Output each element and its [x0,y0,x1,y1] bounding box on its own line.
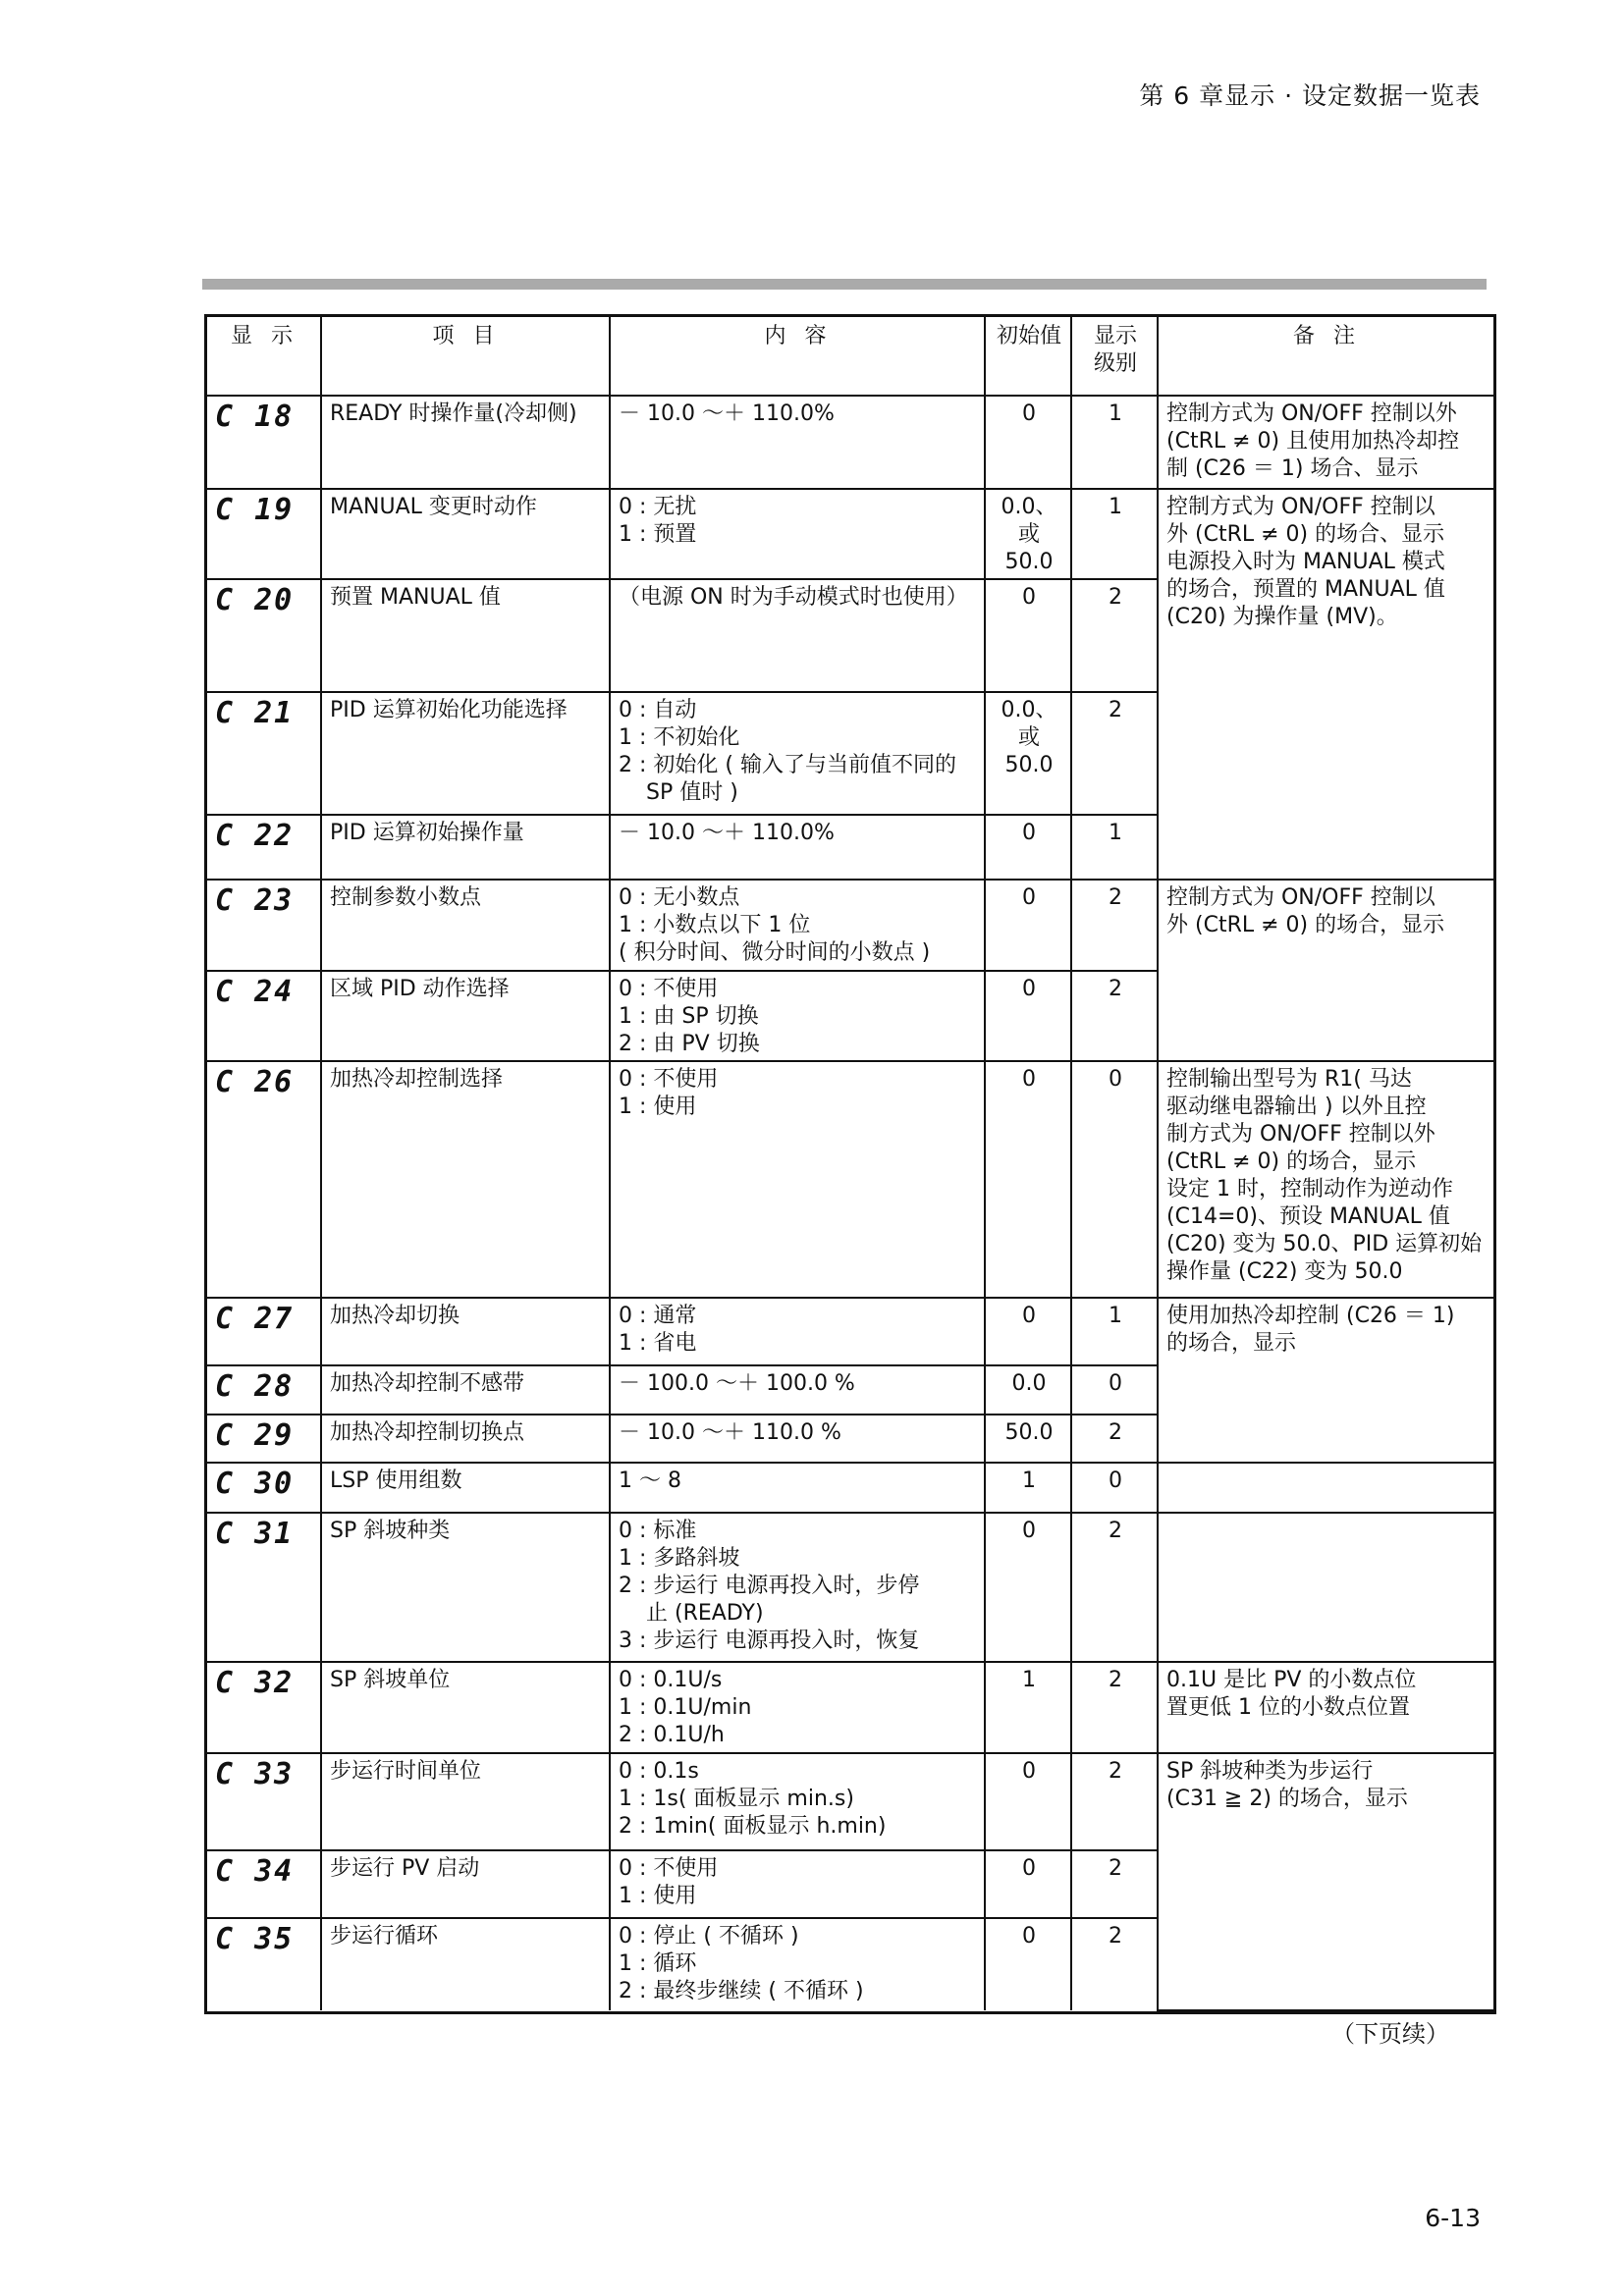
note-line: 控制输出型号为 R1( 马达 [1166,1067,1412,1093]
item-name: 预置 MANUAL 值 [321,579,610,692]
content-line: 0 : 自动 [619,697,697,722]
initial-value-cell [985,1662,1071,1752]
column-header-level: 显示 级别 [1071,317,1158,396]
initial-value-cell [985,1513,1071,1663]
note-cell [1158,880,1493,1062]
initial-value-line: 50.0 [1004,1420,1054,1446]
note-line: 驱动继电器输出 ) 以外且控 [1166,1095,1427,1120]
table-row [207,1513,1493,1663]
parameter-code: C 35 [207,1918,321,2010]
content-cell [610,1365,985,1415]
item-name: 步运行时间单位 [321,1753,610,1850]
parameter-code: C 18 [207,396,321,488]
initial-value-cell [985,489,1071,579]
note-line: 使用加热冷却控制 (C26 ＝ 1) [1166,1303,1455,1328]
note-line: 置更低 1 位的小数点位置 [1166,1695,1410,1721]
content-line: 0 : 0.1s [619,1758,699,1784]
initial-value-cell [985,1850,1071,1918]
initial-value-line: 0 [1022,1924,1036,1949]
initial-value-cell [985,1298,1071,1365]
initial-value-line: 0 [1022,884,1036,910]
content-line: 0 : 停止 ( 不循环 ) [619,1924,799,1949]
display-level: 1 [1071,815,1158,879]
content-line: 2 : 由 PV 切换 [619,1032,760,1057]
table-row [207,1298,1493,1365]
parameter-code: C 23 [207,880,321,971]
note-line: (C31 ≧ 2) 的场合，显示 [1166,1786,1408,1811]
content-line: 2 : 步运行 电源再投入时，步停 [619,1573,920,1598]
content-cell [610,1918,985,2010]
note-line: (C20) 变为 50.0、PID 运算初始 [1166,1232,1483,1257]
parameter-code: C 33 [207,1753,321,1850]
parameter-code: C 30 [207,1463,321,1512]
item-name: LSP 使用组数 [321,1463,610,1512]
content-cell [610,692,985,816]
chapter-header: 第 6 章显示 · 设定数据一览表 [1139,81,1481,110]
initial-value-cell [985,579,1071,692]
item-name: 加热冷却切换 [321,1298,610,1365]
note-line: SP 斜坡种类为步运行 [1166,1758,1374,1784]
column-header-initial: 初始值 [985,317,1071,396]
item-name: 控制参数小数点 [321,880,610,971]
continued-label: （下页续） [1331,2020,1449,2048]
table-row [207,1662,1493,1752]
note-cell [1158,396,1493,488]
note-line: (CtRL ≠ 0) 的场合，显示 [1166,1149,1417,1175]
item-name: SP 斜坡单位 [321,1662,610,1752]
display-level: 1 [1071,1298,1158,1365]
parameter-code: C 32 [207,1662,321,1752]
initial-value-line: 1 [1022,1468,1036,1494]
content-line: 0 : 不使用 [619,977,719,1002]
initial-value-line: 50.0 [1004,549,1054,574]
note-line: 外 (CtRL ≠ 0) 的场合，显示 [1166,912,1445,937]
initial-value-line: 0 [1022,821,1036,846]
content-line: 1 : 小数点以下 1 位 [619,912,811,937]
item-name: READY 时操作量(冷却侧) [321,396,610,488]
content-line: 2 : 1min( 面板显示 h.min) [619,1813,887,1839]
display-level: 1 [1071,489,1158,579]
initial-value-line: 0 [1022,401,1036,427]
initial-value-cell [985,1463,1071,1512]
note-line: 制方式为 ON/OFF 控制以外 [1166,1122,1435,1148]
parameter-code: C 31 [207,1513,321,1663]
parameter-code: C 34 [207,1850,321,1918]
column-header-content: 内 容 [610,317,985,396]
column-header-notes: 备 注 [1158,317,1493,396]
item-name: 加热冷却控制切换点 [321,1415,610,1463]
content-line: － 10.0 ～＋ 110.0 % [619,1420,841,1446]
parameter-code: C 19 [207,489,321,579]
content-line: 0 : 无小数点 [619,884,740,910]
initial-value-line: 0 [1022,585,1036,611]
initial-value-line: 50.0 [1004,752,1054,777]
column-header-display: 显 示 [207,317,321,396]
note-line: (C20) 为操作量 (MV)。 [1166,604,1398,629]
parameter-code: C 28 [207,1365,321,1415]
settings-table-frame [204,314,1496,2014]
item-name: PID 运算初始操作量 [321,815,610,879]
initial-value-cell [985,880,1071,971]
content-cell [610,971,985,1061]
parameter-code: C 26 [207,1061,321,1297]
item-name: 步运行 PV 启动 [321,1850,610,1918]
item-name: 区域 PID 动作选择 [321,971,610,1061]
column-header-item: 项 目 [321,317,610,396]
item-name: 步运行循环 [321,1918,610,2010]
initial-value-cell [985,971,1071,1061]
initial-value-cell [985,1365,1071,1415]
content-line: 止 (READY) [646,1600,764,1626]
content-cell [610,396,985,488]
content-line: 0 : 通常 [619,1303,697,1328]
note-cell [1158,1753,1493,2010]
table-row [207,1061,1493,1297]
initial-value-cell [985,1753,1071,1850]
content-line: ( 积分时间、微分时间的小数点 ) [619,939,931,965]
content-line: 1 : 由 SP 切换 [619,1004,759,1030]
display-level: 2 [1071,971,1158,1061]
item-name: MANUAL 变更时动作 [321,489,610,579]
content-cell [610,489,985,579]
note-line: 控制方式为 ON/OFF 控制以外 [1166,401,1457,427]
settings-table [207,317,1493,2011]
item-name: PID 运算初始化功能选择 [321,692,610,816]
content-line: 2 : 初始化 ( 输入了与当前值不同的 [619,752,956,777]
page-number: 6-13 [1425,2204,1481,2232]
note-line: 控制方式为 ON/OFF 控制以 [1166,884,1435,910]
note-cell [1158,1463,1493,1512]
content-line: － 10.0 ～＋ 110.0% [619,401,835,427]
content-line: 1 : 不初始化 [619,724,740,750]
content-line: 1 ～ 8 [619,1468,681,1494]
table-header-row [207,317,1493,396]
content-line: 1 : 循环 [619,1951,697,1977]
display-level: 0 [1071,1061,1158,1297]
display-level: 2 [1071,1662,1158,1752]
note-cell [1158,1662,1493,1752]
initial-value-cell [985,1918,1071,2010]
content-line: （电源 ON 时为手动模式时也使用） [619,585,968,611]
content-cell [610,1513,985,1663]
content-line: 3 : 步运行 电源再投入时，恢复 [619,1628,920,1653]
content-cell [610,1415,985,1463]
initial-value-line: 0.0、 [1001,697,1057,722]
header-rule [202,279,1487,290]
note-line: 制 (C26 ＝ 1) 场合、显示 [1166,456,1419,482]
initial-value-cell [985,1415,1071,1463]
content-cell [610,1298,985,1365]
display-level: 2 [1071,692,1158,816]
parameter-code: C 24 [207,971,321,1061]
content-line: 2 : 最终步继续 ( 不循环 ) [619,1979,864,2004]
note-cell [1158,1061,1493,1297]
content-line: － 10.0 ～＋ 110.0% [619,821,835,846]
initial-value-line: 0 [1022,1303,1036,1328]
note-cell [1158,489,1493,880]
content-cell [610,880,985,971]
initial-value-cell [985,692,1071,816]
note-line: 的场合，显示 [1166,1330,1297,1356]
parameter-code: C 20 [207,579,321,692]
note-line: (C14=0)、预设 MANUAL 值 [1166,1204,1450,1230]
content-line: 0 : 不使用 [619,1067,719,1093]
initial-value-line: 0 [1022,977,1036,1002]
content-line: 0 : 0.1U/s [619,1668,723,1693]
table-row [207,396,1493,488]
display-level: 2 [1071,1753,1158,1850]
content-cell [610,1463,985,1512]
initial-value-line: 0 [1022,1758,1036,1784]
display-level: 2 [1071,1918,1158,2010]
display-level: 2 [1071,1850,1158,1918]
table-row [207,489,1493,579]
initial-value-cell [985,1061,1071,1297]
content-line: 1 : 1s( 面板显示 min.s) [619,1786,854,1811]
content-cell [610,1061,985,1297]
display-level: 0 [1071,1365,1158,1415]
content-line: － 100.0 ～＋ 100.0 % [619,1370,855,1396]
initial-value-line: 0 [1022,1856,1036,1882]
parameter-code: C 29 [207,1415,321,1463]
initial-value-line: 或 [1017,724,1040,750]
note-line: 电源投入时为 MANUAL 模式 [1166,549,1445,574]
display-level: 0 [1071,1463,1158,1512]
parameter-code: C 21 [207,692,321,816]
content-line: 0 : 不使用 [619,1856,719,1882]
note-line: 的场合，预置的 MANUAL 值 [1166,576,1445,602]
initial-value-line: 0 [1022,1067,1036,1093]
initial-value-line: 0.0、 [1001,494,1057,519]
note-cell [1158,1513,1493,1663]
display-level: 2 [1071,579,1158,692]
item-name: 加热冷却控制选择 [321,1061,610,1297]
content-line: 0 : 标准 [619,1518,697,1543]
initial-value-line: 0.0 [1011,1370,1047,1396]
content-line: 1 : 预置 [619,521,697,547]
content-cell [610,815,985,879]
content-cell [610,579,985,692]
content-line: 1 : 0.1U/min [619,1695,752,1721]
content-line: 1 : 多路斜坡 [619,1545,740,1571]
content-cell [610,1753,985,1850]
content-line: 1 : 使用 [619,1884,697,1909]
display-level: 2 [1071,880,1158,971]
content-line: 1 : 使用 [619,1095,697,1120]
table-body [207,396,1493,2010]
table-row [207,1753,1493,1850]
parameter-code: C 22 [207,815,321,879]
content-cell [610,1662,985,1752]
note-line: 外 (CtRL ≠ 0) 的场合、显示 [1166,521,1445,547]
note-line: 操作量 (C22) 变为 50.0 [1166,1259,1403,1285]
display-level: 1 [1071,396,1158,488]
display-level: 2 [1071,1513,1158,1663]
content-cell [610,1850,985,1918]
content-line: 2 : 0.1U/h [619,1723,725,1748]
item-name: SP 斜坡种类 [321,1513,610,1663]
note-line: (CtRL ≠ 0) 且使用加热冷却控 [1166,429,1460,454]
note-line: 0.1U 是比 PV 的小数点位 [1166,1668,1417,1693]
item-name: 加热冷却控制不感带 [321,1365,610,1415]
initial-value-line: 0 [1022,1518,1036,1543]
initial-value-cell [985,396,1071,488]
table-row [207,1463,1493,1512]
display-level: 2 [1071,1415,1158,1463]
content-line: SP 值时 ) [646,779,738,805]
initial-value-line: 或 [1017,521,1040,547]
parameter-code: C 27 [207,1298,321,1365]
initial-value-cell [985,815,1071,879]
note-cell [1158,1298,1493,1464]
initial-value-line: 1 [1022,1668,1036,1693]
content-line: 1 : 省电 [619,1330,697,1356]
note-line: 设定 1 时，控制动作为逆动作 [1166,1177,1453,1202]
note-line: 控制方式为 ON/OFF 控制以 [1166,494,1435,519]
table-row [207,880,1493,971]
content-line: 0 : 无扰 [619,494,697,519]
